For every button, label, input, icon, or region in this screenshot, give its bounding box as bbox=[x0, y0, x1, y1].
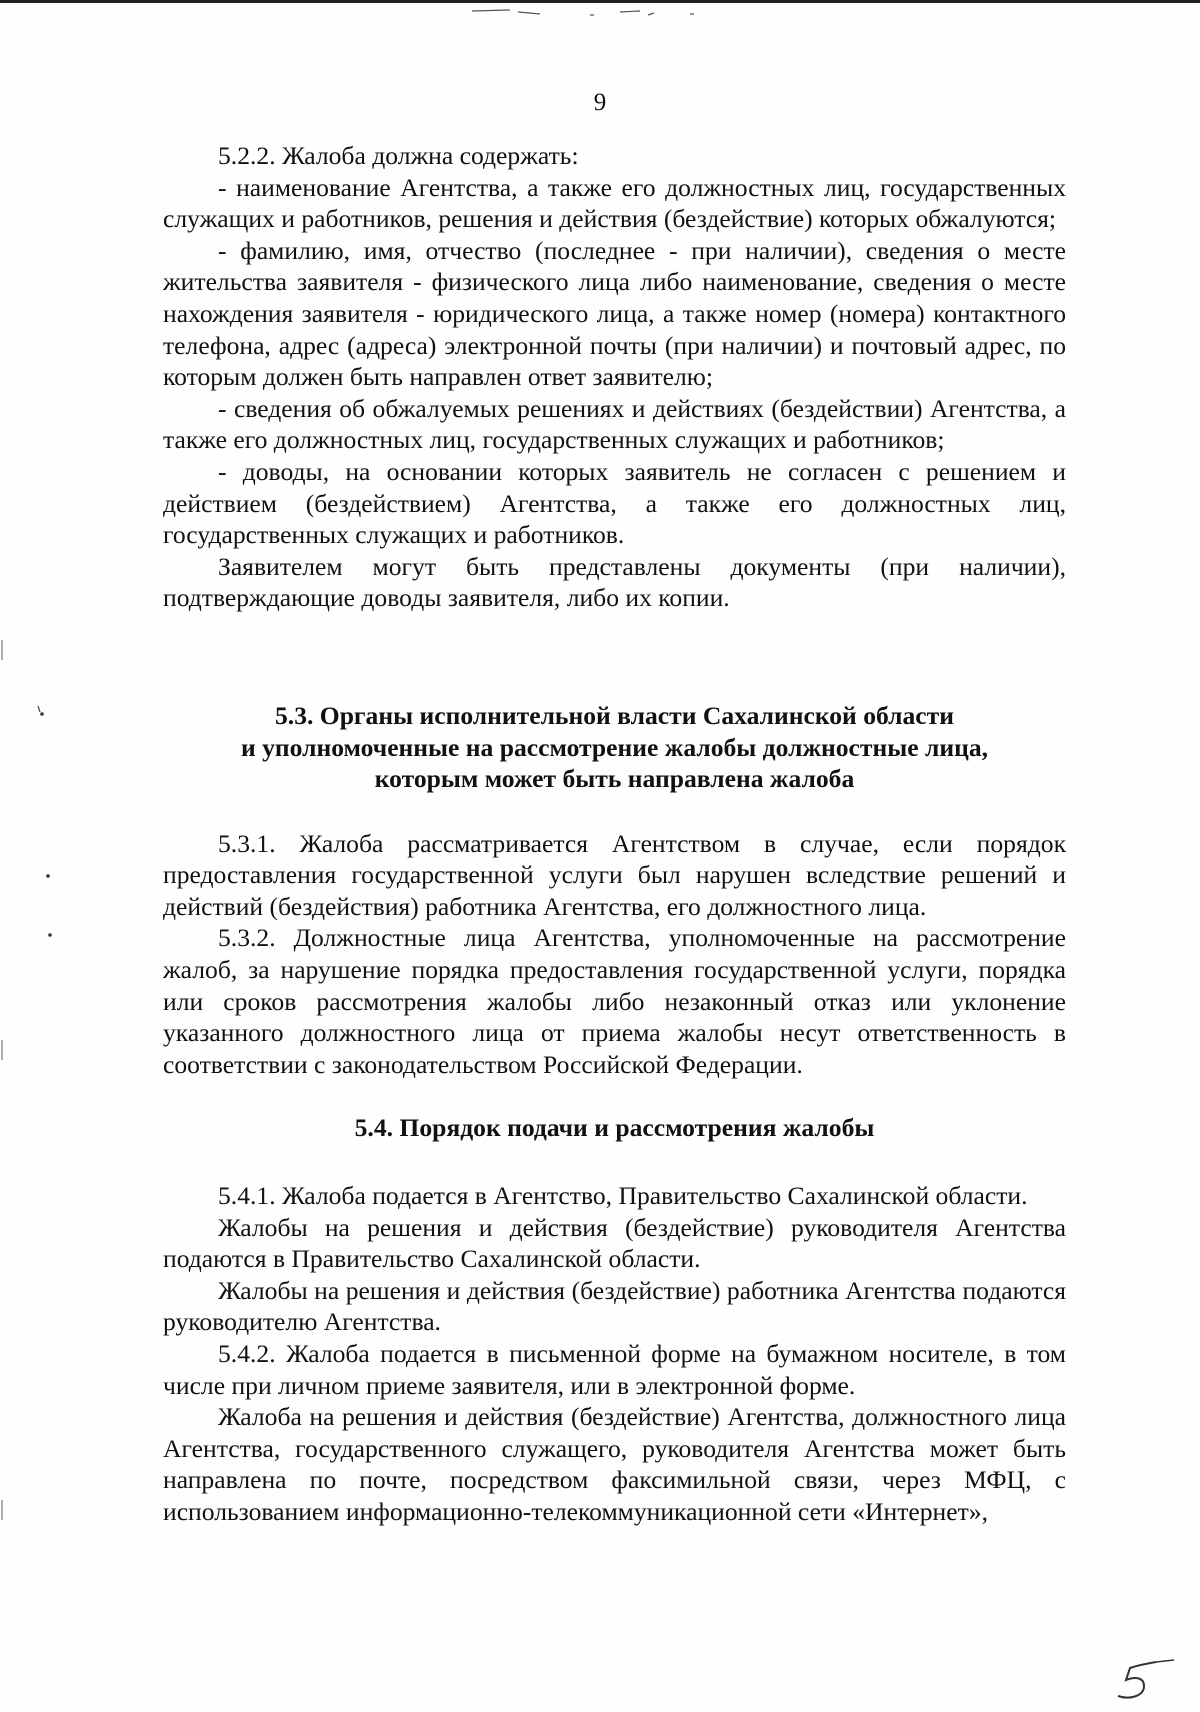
section-heading-5-3 bbox=[163, 700, 1066, 795]
heading-line: которым может быть направлена жалоба bbox=[374, 764, 855, 794]
scan-margin-marks bbox=[0, 0, 60, 1712]
section-heading-5-4: 5.4. Порядок подачи и рассмотрения жалобы bbox=[354, 1113, 875, 1143]
paragraph-5-4-1: 5.4.1. Жалоба подается в Агентство, Правительство Сахалинской области. bbox=[218, 1181, 1028, 1211]
document-body bbox=[163, 140, 1066, 1528]
scan-top-edge bbox=[0, 0, 1200, 3]
paragraph-worker-complaints: Жалобы на решения и действия (бездействие) работника Агентства подаются руководителю Агентства. bbox=[163, 1275, 1066, 1337]
page-number: 9 bbox=[593, 89, 607, 116]
list-item: - фамилию, имя, отчество (последнее - при наличии), сведения о месте жительства заявителя - физического лица либо наименование, сведения о месте нахождения заявителя - юридического лица, а также номер (номера) контактного телефона, адрес (адреса) электронной почты (при наличии) и почтовый адрес, по которым должен быть направлен ответ заявителю; bbox=[163, 235, 1066, 392]
paragraph-5-4-2: 5.4.2. Жалоба подается в письменной форме на бумажном носителе, в том числе при личном приеме заявителя, или в электронной форме. bbox=[163, 1339, 1066, 1400]
list-item: - наименование Агентства, а также его должностных лиц, государственных служащих и работников, решения и действия (бездействие) которых обжалуются; bbox=[163, 172, 1066, 234]
paragraph-submission-channels: Жалоба на решения и действия (бездействие) Агентства, должностного лица Агентства, государственного служащего, руководителя Агентства может быть направлена по почте, посредством факсимильной связи, через МФЦ, с использованием информационно-телекоммуникационной сети «Интернет», bbox=[163, 1402, 1066, 1526]
scan-specks bbox=[470, 6, 730, 20]
paragraph-documents: Заявителем могут быть представлены документы (при наличии), подтверждающие доводы заявителя, либо их копии. bbox=[163, 551, 1066, 613]
paragraph-5-3-2: 5.3.2. Должностные лица Агентства, уполномоченные на рассмотрение жалоб, за нарушение порядка предоставления государственной услуги, порядка или сроков рассмотрения жалобы либо незаконный отказ или уклонение указанного должностного лица от приема жалобы несут ответственность в соответствии с законодательством Российской Федерации. bbox=[163, 923, 1066, 1079]
list-item: - доводы, на основании которых заявитель не согласен с решением и действием (бездействием) Агентства, а также его должностных лиц, государственных служащих и работников. bbox=[163, 456, 1066, 550]
heading-line: и уполномоченные на рассмотрение жалобы должностные лица, bbox=[240, 732, 989, 762]
heading-line: 5.3. Органы исполнительной власти Сахалинской области bbox=[275, 700, 954, 730]
list-item: - сведения об обжалуемых решениях и действиях (бездействии) Агентства, а также его должностных лиц, государственных служащих и работников; bbox=[163, 393, 1066, 455]
paragraph-5-2-2: 5.2.2. Жалоба должна содержать: bbox=[218, 141, 579, 170]
corner-signature-mark bbox=[1100, 1654, 1180, 1704]
paragraph-5-3-1: 5.3.1. Жалоба рассматривается Агентством в случае, если порядок предоставления государственной услуги был нарушен вследствие решений и действий (бездействия) работника Агентства, его должностного лица. bbox=[163, 828, 1066, 921]
paragraph-head-complaints: Жалобы на решения и действия (бездействие) руководителя Агентства подаются в Правительство Сахалинской области. bbox=[163, 1212, 1066, 1274]
